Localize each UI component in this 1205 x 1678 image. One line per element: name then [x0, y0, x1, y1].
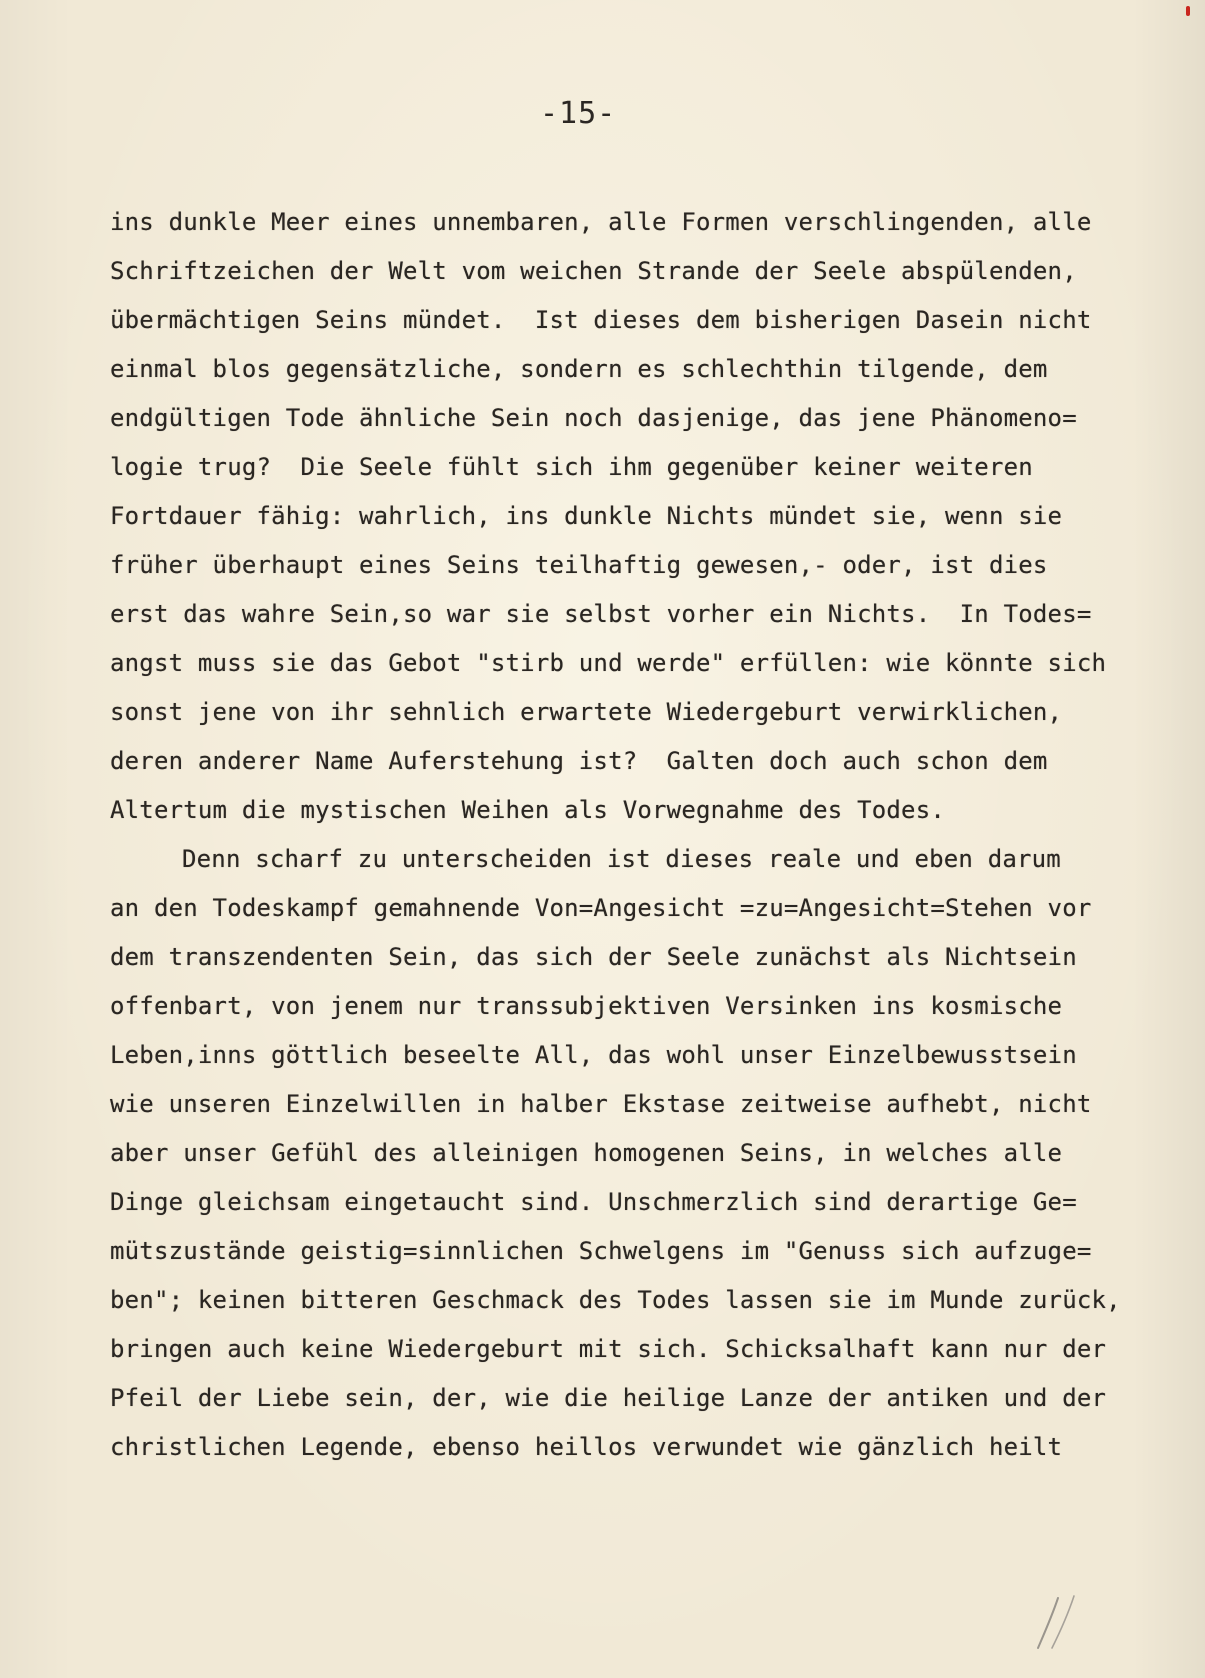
text-line: ben"; keinen bitteren Geschmack des Todes lassen sie im Munde zurück,	[110, 1286, 1121, 1314]
text-line: dem transzendenten Sein, das sich der Seele zunächst als Nichtsein	[110, 943, 1077, 971]
text-line: endgültigen Tode ähnliche Sein noch dasjenige, das jene Phänomeno=	[110, 404, 1077, 432]
text-line: aber unser Gefühl des alleinigen homogenen Seins, in welches alle	[110, 1139, 1063, 1167]
text-line: übermächtigen Seins mündet. Ist dieses dem bisherigen Dasein nicht	[110, 306, 1092, 334]
text-line: logie trug? Die Seele fühlt sich ihm gegenüber keiner weiteren	[110, 453, 1033, 481]
text-line: einmal blos gegensätzliche, sondern es schlechthin tilgende, dem	[110, 355, 1048, 383]
text-line: früher überhaupt eines Seins teilhaftig gewesen,- oder, ist dies	[110, 551, 1048, 579]
text-line: sonst jene von ihr sehnlich erwartete Wiedergeburt verwirklichen,	[110, 698, 1063, 726]
pencil-mark-icon	[1030, 1590, 1080, 1650]
text-line: offenbart, von jenem nur transsubjektiven Versinken ins kosmische	[110, 992, 1063, 1020]
text-line: Leben,inns göttlich beseelte All, das wohl unser Einzelbewusstsein	[110, 1041, 1077, 1069]
edge-mark	[1186, 6, 1190, 16]
text-line: Schriftzeichen der Welt vom weichen Strande der Seele abspülenden,	[110, 257, 1077, 285]
text-line: ins dunkle Meer eines unnembaren, alle Formen verschlingenden, alle	[110, 208, 1092, 236]
text-line: an den Todeskampf gemahnende Von=Angesicht =zu=Angesicht=Stehen vor	[110, 894, 1092, 922]
text-line: Fortdauer fähig: wahrlich, ins dunkle Nichts mündet sie, wenn sie	[110, 502, 1063, 530]
text-line: bringen auch keine Wiedergeburt mit sich. Schicksalhaft kann nur der	[110, 1335, 1107, 1363]
body-text	[110, 198, 1121, 1472]
text-line: angst muss sie das Gebot "stirb und werde" erfüllen: wie könnte sich	[110, 649, 1107, 677]
text-line: mütszustände geistig=sinnlichen Schwelgens im "Genuss sich aufzuge=	[110, 1237, 1092, 1265]
text-line: wie unseren Einzelwillen in halber Ekstase zeitweise aufhebt, nicht	[110, 1090, 1092, 1118]
page-number: -15-	[540, 96, 617, 131]
text-line: Dinge gleichsam eingetaucht sind. Unschmerzlich sind derartige Ge=	[110, 1188, 1077, 1216]
text-line: deren anderer Name Auferstehung ist? Galten doch auch schon dem	[110, 747, 1048, 775]
text-line: erst das wahre Sein,so war sie selbst vorher ein Nichts. In Todes=	[110, 600, 1092, 628]
paragraph-first-line: Denn scharf zu unterscheiden ist dieses reale und eben darum	[182, 845, 1061, 873]
text-line: Pfeil der Liebe sein, der, wie die heilige Lanze der antiken und der	[110, 1384, 1107, 1412]
text-line: Altertum die mystischen Weihen als Vorwegnahme des Todes.	[110, 796, 946, 824]
text-line: christlichen Legende, ebenso heillos verwundet wie gänzlich heilt	[110, 1433, 1063, 1461]
